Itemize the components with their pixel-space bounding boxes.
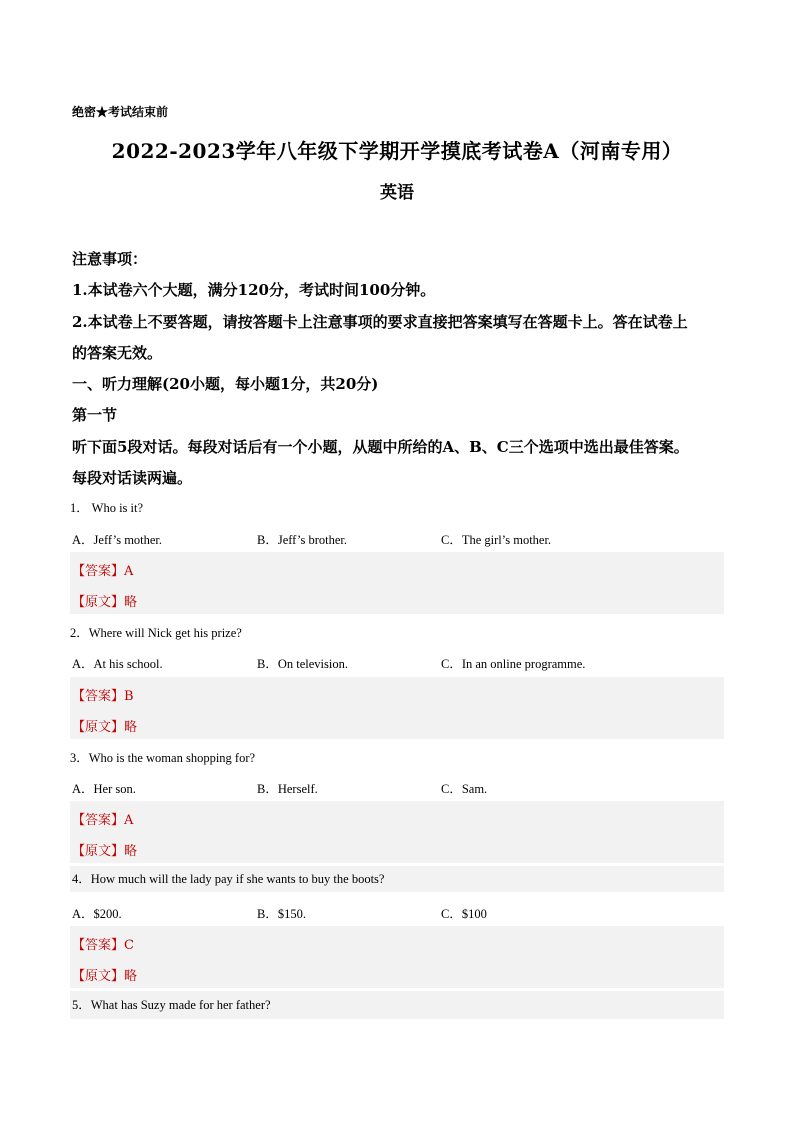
- question-stem: 4．How much will the lady pay if she wants to buy the boots?: [70, 866, 724, 892]
- source-label: 【原文】: [72, 720, 125, 735]
- option-c: C．In an online programme.: [441, 657, 586, 671]
- option-c: C．The girl’s mother.: [441, 533, 552, 547]
- question-stem: 1． Who is it?: [70, 501, 144, 515]
- answer-label: 【答案】: [72, 564, 125, 579]
- section-heading: 第一节: [72, 406, 118, 424]
- answer-value: C: [124, 938, 134, 953]
- answer-line: [72, 934, 134, 953]
- source-value: 略: [124, 595, 138, 610]
- question-stem: 2．Where will Nick get his prize?: [70, 626, 242, 640]
- instruction-line-1: 听下面5段对话。每段对话后有一个小题，从题中所给的A、B、C三个选项中选出最佳答案。: [72, 438, 689, 456]
- answer-label: 【答案】: [72, 813, 125, 828]
- part-heading: 一、听力理解(20小题，每小题1分，共20分): [72, 375, 379, 393]
- source-value: 略: [124, 969, 138, 984]
- source-label: 【原文】: [72, 969, 125, 984]
- option-a: A．Jeff’s mother.: [72, 533, 163, 547]
- answer-band: [70, 801, 724, 863]
- source-line: [72, 716, 137, 735]
- secret-label: 绝密★考试结束前: [72, 105, 169, 119]
- option-a: A．$200.: [72, 907, 122, 921]
- answer-band: [70, 926, 724, 988]
- answer-value: A: [124, 813, 134, 828]
- notes-heading: 注意事项：: [72, 250, 148, 268]
- source-line: [72, 591, 137, 610]
- answer-value: A: [124, 564, 134, 579]
- option-b: B．$150.: [257, 907, 306, 921]
- notes-line-2a: 2.本试卷上不要答题，请按答题卡上注意事项的要求直接把答案填写在答题卡上。答在试卷上: [72, 313, 688, 331]
- source-label: 【原文】: [72, 844, 125, 859]
- source-line: [72, 965, 137, 984]
- answer-label: 【答案】: [72, 938, 125, 953]
- source-value: 略: [124, 720, 138, 735]
- answer-line: [72, 685, 134, 704]
- notes-line-2b: 的答案无效。: [72, 344, 163, 362]
- option-a: A．At his school.: [72, 657, 163, 671]
- option-b: B．Jeff’s brother.: [257, 533, 348, 547]
- answer-line: [72, 809, 133, 828]
- option-a: A．Her son.: [72, 782, 136, 796]
- instruction-line-2: 每段对话读两遍。: [72, 469, 193, 487]
- option-c: C．Sam.: [441, 782, 488, 796]
- source-label: 【原文】: [72, 595, 125, 610]
- question-stem: 5．What has Suzy made for her father?: [70, 991, 724, 1019]
- answer-label: 【答案】: [72, 689, 125, 704]
- source-value: 略: [124, 844, 138, 859]
- option-b: B．On television.: [257, 657, 348, 671]
- source-line: [72, 840, 137, 859]
- answer-line: [72, 560, 133, 579]
- subject-title: 英语: [380, 183, 414, 203]
- answer-value: B: [124, 689, 134, 704]
- question-stem: 3．Who is the woman shopping for?: [70, 751, 256, 765]
- page-title: 2022-2023学年八年级下学期开学摸底考试卷A（河南专用）: [111, 139, 683, 163]
- option-b: B．Herself.: [257, 782, 318, 796]
- answer-band: [70, 552, 724, 614]
- answer-band: [70, 677, 724, 739]
- option-c: C．$100: [441, 907, 487, 921]
- notes-line-1: 1.本试卷六个大题，满分120分，考试时间100分钟。: [72, 281, 436, 299]
